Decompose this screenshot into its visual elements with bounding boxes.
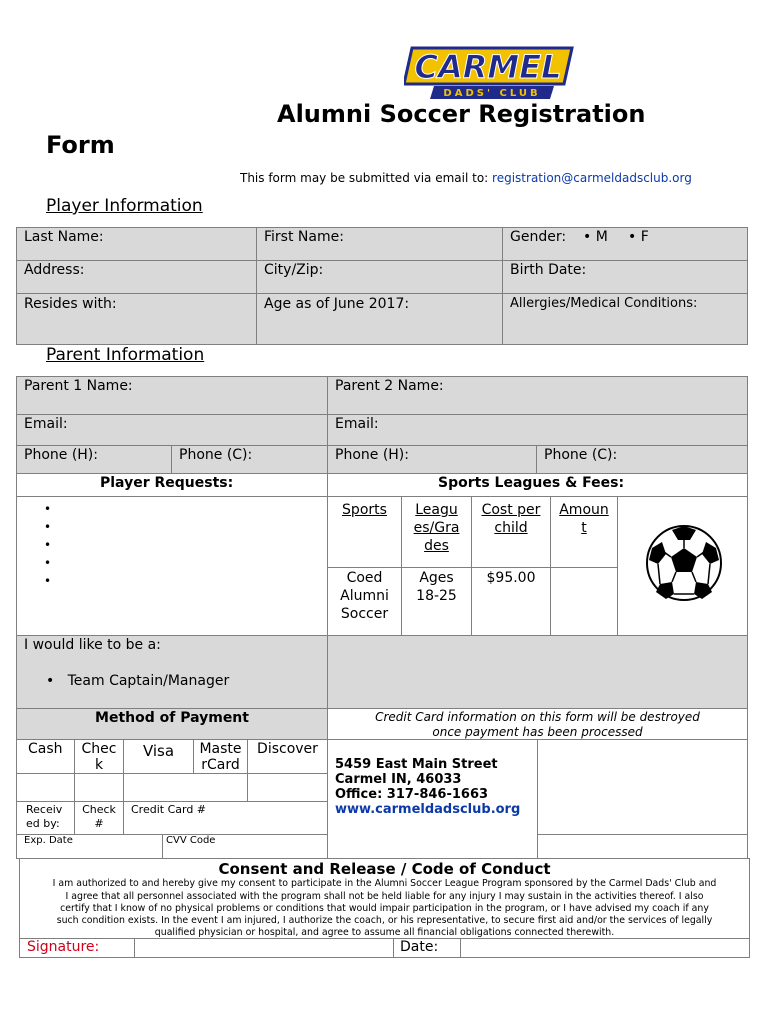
consent-title: Consent and Release / Code of Conduct bbox=[218, 860, 551, 878]
club-website-link[interactable]: www.carmeldadsclub.org bbox=[335, 802, 521, 817]
leagues-sports-header: Sports bbox=[342, 502, 387, 518]
parent1-name-label: Parent 1 Name: bbox=[24, 378, 133, 394]
check-label-2: k bbox=[94, 757, 104, 773]
cvv-label: CVV Code bbox=[166, 835, 216, 846]
credit-card-number-label: Credit Card # bbox=[131, 803, 207, 816]
team-captain-label: Team Captain/Manager bbox=[67, 673, 230, 689]
last-name-label: Last Name: bbox=[24, 229, 104, 245]
league-amount-field[interactable] bbox=[551, 568, 617, 635]
league-sport-2: Alumni bbox=[340, 588, 389, 604]
consent-line-5: qualified physician or hospital, and agree to assume all financial obligations connected therewith. bbox=[154, 927, 615, 938]
consent-line-3: certify that I know of no physical problems or conditions that would impair participation in the program, or I have advised my coach if any bbox=[60, 903, 709, 914]
request-bullet-4[interactable]: • bbox=[44, 556, 52, 570]
payment-blank-1[interactable] bbox=[16, 773, 75, 802]
would-like-label: I would like to be a: bbox=[24, 637, 161, 653]
leagues-grades-header-2: es/Gra bbox=[413, 520, 460, 536]
cash-label: Cash bbox=[28, 741, 63, 757]
first-name-label: First Name: bbox=[264, 229, 344, 245]
request-bullet-1[interactable]: • bbox=[44, 502, 52, 516]
cc-note-line-1: Credit Card information on this form will be destroyed bbox=[375, 710, 700, 724]
parent2-phone-c-label: Phone (C): bbox=[544, 447, 618, 463]
submit-note bbox=[240, 171, 692, 185]
leagues-cost-header-1: Cost per bbox=[481, 502, 541, 518]
svg-text:DADS' CLUB: DADS' CLUB bbox=[443, 88, 541, 99]
leagues-grades-header-1: Leagu bbox=[415, 502, 458, 518]
visa-label: Visa bbox=[142, 742, 175, 760]
request-bullet-5[interactable]: • bbox=[44, 574, 52, 588]
player-requests-area[interactable] bbox=[16, 496, 328, 636]
date-field[interactable] bbox=[460, 938, 750, 958]
payment-blank-3[interactable] bbox=[123, 773, 248, 802]
discover-label: Discover bbox=[257, 741, 318, 757]
gender-f-label: F bbox=[640, 229, 649, 245]
league-sport-3: Soccer bbox=[340, 606, 389, 622]
club-address-2: Carmel IN, 46033 bbox=[335, 772, 462, 787]
birth-date-label: Birth Date: bbox=[510, 262, 587, 278]
league-ages-2: 18-25 bbox=[416, 588, 457, 604]
parent1-phone-h-label: Phone (H): bbox=[24, 447, 98, 463]
parent1-email-label: Email: bbox=[24, 416, 68, 432]
submit-prefix: This form may be submitted via email to: bbox=[240, 171, 493, 185]
cc-note-line-2: once payment has been processed bbox=[432, 725, 643, 739]
date-label: Date: bbox=[400, 939, 439, 955]
check-number-label-2: # bbox=[94, 817, 104, 830]
city-zip-label: City/Zip: bbox=[264, 262, 324, 278]
check-label-1: Chec bbox=[81, 741, 117, 757]
consent-line-2: I agree that all personnel associated with the program shall not be held liable for any injury I may sustain in the activities thereof. I also bbox=[65, 891, 704, 902]
player-section-title: Player Information bbox=[46, 196, 203, 216]
gender-f-option[interactable]: • F bbox=[628, 229, 649, 245]
request-bullet-3[interactable]: • bbox=[44, 538, 52, 552]
check-number-label-1: Check bbox=[82, 803, 116, 816]
resides-with-label: Resides with: bbox=[24, 296, 117, 312]
player-requests-title: Player Requests: bbox=[100, 475, 234, 491]
consent-line-1: I am authorized to and hereby give my consent to participate in the Alumni Soccer League Program sponsored by the Carmel Dads' Club and bbox=[52, 878, 717, 889]
gender-m-option[interactable]: • M bbox=[583, 229, 608, 245]
form-title-cont: Form bbox=[46, 131, 115, 159]
gender-label: Gender: bbox=[510, 229, 567, 245]
received-by-label-1: Receiv bbox=[26, 803, 63, 816]
role-request-side bbox=[327, 635, 748, 709]
form-title: Alumni Soccer Registration bbox=[277, 100, 646, 128]
consent-line-4: such condition exists. In the event I am injured, I authorize the coach, or his representative, to secure first aid and/or the services of legally bbox=[56, 915, 713, 926]
parent2-name-label: Parent 2 Name: bbox=[335, 378, 444, 394]
payment-blank-4[interactable] bbox=[247, 773, 328, 802]
club-address-1: 5459 East Main Street bbox=[335, 757, 498, 772]
svg-text:CARMEL: CARMEL bbox=[414, 48, 562, 86]
payment-blank-2[interactable] bbox=[74, 773, 124, 802]
leagues-amount-header-2: t bbox=[581, 520, 587, 536]
soccer-ball-image bbox=[644, 522, 724, 604]
leagues-grades-header-3: des bbox=[424, 538, 449, 554]
league-sport-1: Coed bbox=[346, 570, 383, 586]
team-captain-option[interactable]: • Team Captain/Manager bbox=[46, 673, 230, 689]
leagues-title: Sports Leagues & Fees: bbox=[438, 475, 625, 491]
parent2-phone-h-label: Phone (H): bbox=[335, 447, 409, 463]
age-label: Age as of June 2017: bbox=[264, 296, 410, 312]
leagues-cost-header-2: child bbox=[494, 520, 528, 536]
gender-m-label: M bbox=[595, 229, 608, 245]
signature-label: Signature: bbox=[27, 939, 100, 955]
league-cost: $95.00 bbox=[486, 570, 536, 586]
carmel-dads-club-logo bbox=[404, 44, 574, 102]
mastercard-label-1: Maste bbox=[199, 741, 242, 757]
parent1-phone-c-label: Phone (C): bbox=[179, 447, 253, 463]
submit-email-link[interactable]: registration@carmeldadsclub.org bbox=[492, 171, 692, 185]
request-bullet-2[interactable]: • bbox=[44, 520, 52, 534]
signature-field[interactable] bbox=[134, 938, 394, 958]
office-blank-cell-2[interactable] bbox=[537, 834, 748, 859]
leagues-amount-header-1: Amoun bbox=[559, 502, 609, 518]
mastercard-label-2: rCard bbox=[201, 757, 240, 773]
address-label: Address: bbox=[24, 262, 85, 278]
allergies-label: Allergies/Medical Conditions: bbox=[510, 296, 698, 311]
club-phone: Office: 317-846-1663 bbox=[335, 787, 489, 802]
payment-title: Method of Payment bbox=[95, 710, 249, 726]
received-by-label-2: ed by: bbox=[26, 817, 60, 830]
parent-section-title: Parent Information bbox=[46, 345, 205, 365]
parent2-email-field[interactable] bbox=[327, 414, 748, 446]
league-ages-1: Ages bbox=[419, 570, 454, 586]
parent2-email-label: Email: bbox=[335, 416, 379, 432]
office-blank-cell[interactable] bbox=[537, 739, 748, 835]
exp-date-label: Exp. Date bbox=[24, 835, 73, 846]
